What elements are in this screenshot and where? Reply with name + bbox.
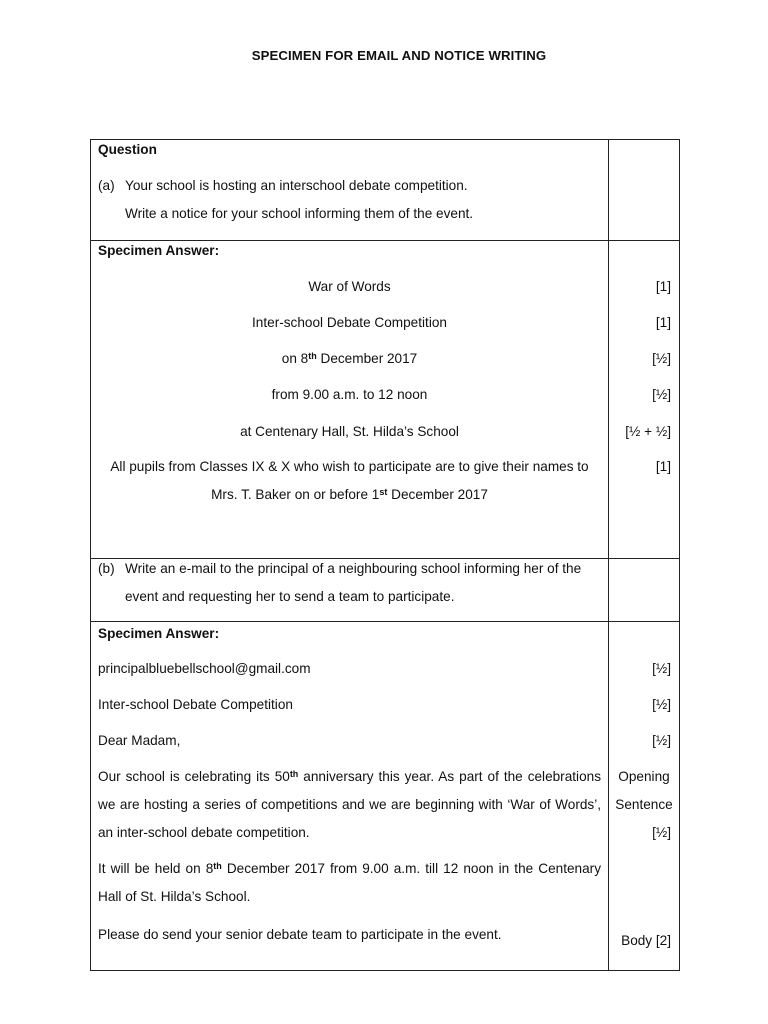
notice-answer-heading: Specimen Answer: (98, 243, 220, 258)
notice-mark-venue: [½ + ½] (625, 424, 671, 439)
email-marks-cell (609, 622, 680, 971)
page-title: SPECIMEN FOR EMAIL AND NOTICE WRITING (251, 48, 547, 63)
notice-mark-pupils: [1] (655, 459, 671, 474)
question-a-line1: Your school is hosting an interschool debate competition. (125, 178, 468, 193)
question-a-row (91, 140, 680, 241)
question-a-marks-cell (609, 140, 680, 241)
email-paragraph1-line1: Our school is celebrating its 50th anniversary this year. As part of the celebrations (98, 769, 601, 784)
notice-title: War of Words (308, 279, 391, 294)
notice-answer-row (91, 241, 680, 559)
email-mark-opening: [½] (652, 825, 671, 840)
notice-mark-title: [1] (655, 279, 671, 294)
email-mark-body: Body [2] (621, 933, 671, 948)
question-a-marker: (a) (98, 178, 115, 193)
email-paragraph1-line2: we are hosting a series of competitions and we are beginning with ‘War of Words’, (98, 797, 601, 812)
notice-mark-time: [½] (652, 387, 671, 402)
notice-pupils-line1: All pupils from Classes IX & X who wish to participate are to give their names to (110, 459, 589, 474)
notice-venue: at Centenary Hall, St. Hilda’s School (240, 424, 459, 439)
question-b-line1: Write an e-mail to the principal of a neighbouring school informing her of the (125, 561, 582, 576)
email-salutation: Dear Madam, (98, 733, 181, 748)
answer-table (90, 139, 680, 971)
notice-answer-cell (91, 241, 609, 559)
question-a-line2: Write a notice for your school informing them of the event. (125, 206, 474, 221)
email-mark-sentence-label: Sentence (615, 797, 673, 812)
question-heading: Question (98, 142, 157, 157)
notice-date: on 8th December 2017 (281, 351, 418, 366)
notice-mark-date: [½] (652, 351, 671, 366)
question-b-row (91, 559, 680, 622)
email-mark-salutation: [½] (652, 733, 671, 748)
notice-time: from 9.00 a.m. to 12 noon (271, 387, 428, 402)
question-b-line2: event and requesting her to send a team to participate. (125, 589, 455, 604)
notice-subtitle: Inter-school Debate Competition (252, 315, 447, 330)
question-b-marks-cell (609, 559, 680, 622)
email-to-address: principalbluebellschool@gmail.com (98, 661, 311, 676)
email-mark-opening-label: Opening (618, 769, 670, 784)
email-answer-heading: Specimen Answer: (98, 626, 220, 641)
email-paragraph3: Please do send your senior debate team to participate in the event. (98, 927, 502, 942)
email-answer-row (91, 622, 680, 971)
email-paragraph1-line3: an inter-school debate competition. (98, 825, 310, 840)
notice-mark-subtitle: [1] (655, 315, 671, 330)
email-mark-subject: [½] (652, 697, 671, 712)
email-paragraph2-line2: Hall of St. Hilda’s School. (98, 889, 251, 904)
question-a-cell (91, 140, 609, 241)
email-mark-to: [½] (652, 661, 671, 676)
notice-pupils-line2: Mrs. T. Baker on or before 1st December 2017 (211, 487, 488, 502)
question-b-marker: (b) (98, 561, 115, 576)
email-paragraph2-line1: It will be held on 8th December 2017 from 9.00 a.m. till 12 noon in the Centenary (98, 861, 601, 876)
email-answer-cell (91, 622, 609, 971)
notice-marks-cell (609, 241, 680, 559)
question-b-cell (91, 559, 609, 622)
email-subject: Inter-school Debate Competition (98, 697, 293, 712)
